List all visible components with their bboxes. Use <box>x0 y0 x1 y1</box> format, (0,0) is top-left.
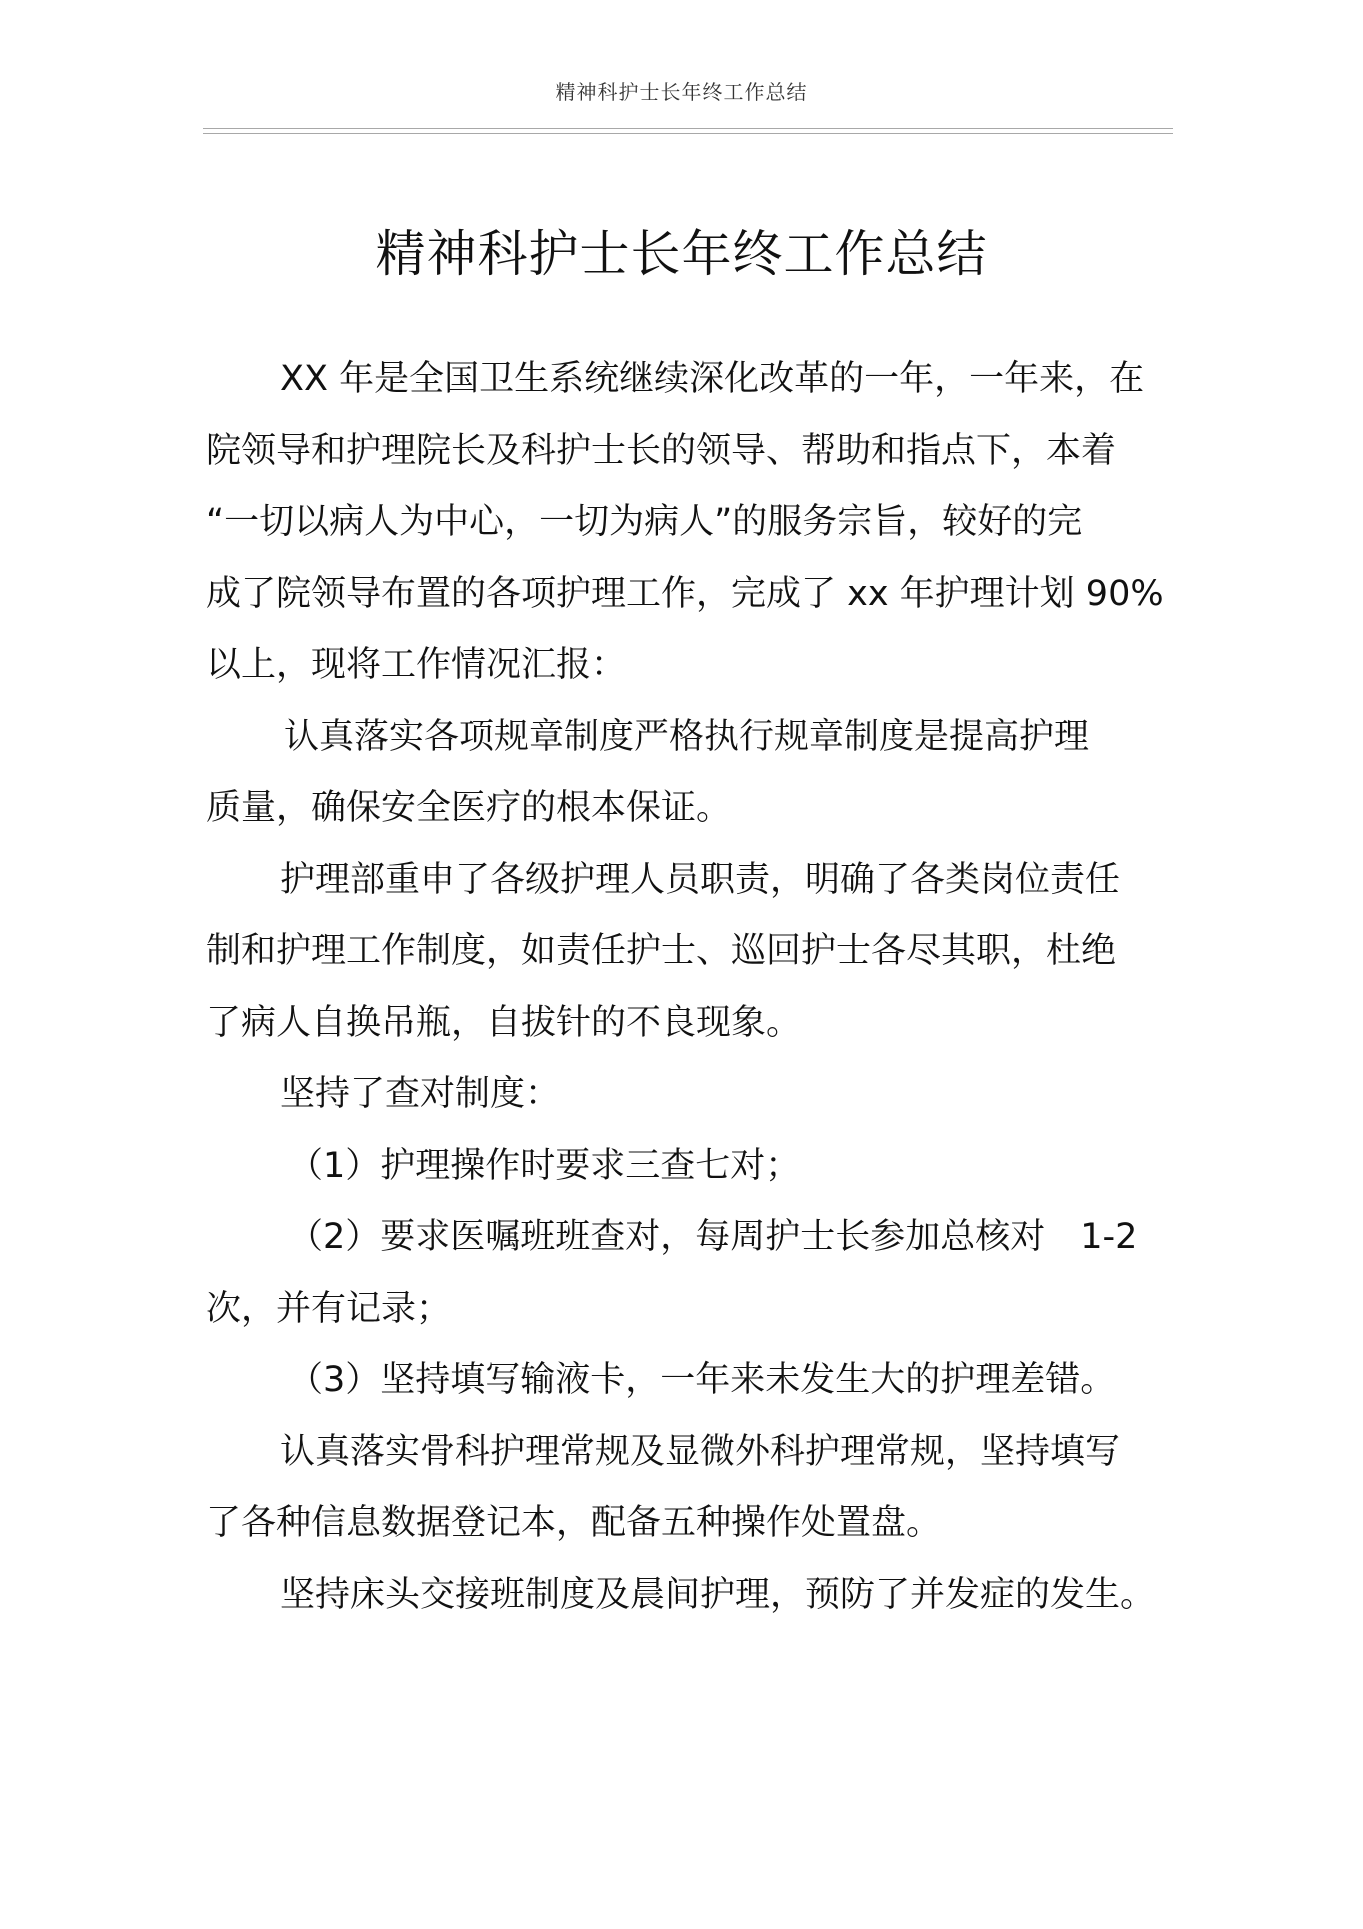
paragraph-line: 制和护理工作制度，如责任护士、巡回护士各尽其职，杜绝 <box>206 931 1117 971</box>
paragraph-intro <box>206 344 1196 702</box>
paragraph-line: 认真落实骨科护理常规及显微外科护理常规，坚持填写 <box>280 1431 1121 1472</box>
list-item-1 <box>206 1131 1196 1203</box>
paragraph-checking <box>206 1059 1196 1131</box>
paragraph-line: 质量，确保安全医疗的根本保证。 <box>206 788 732 828</box>
paragraph-line: 坚持床头交接班制度及晨间护理，预防了并发症的发生。 <box>280 1574 1156 1615</box>
paragraph-shift-handover <box>206 1560 1196 1632</box>
paragraph-orthopedics <box>206 1417 1196 1560</box>
header-divider <box>203 128 1173 134</box>
paragraph-line: 了病人自换吊瓶，自拔针的不良现象。 <box>206 1002 802 1043</box>
paragraph-line: XX 年是全国卫生系统继续深化改革的一年，一年来，在 <box>280 359 1145 399</box>
paragraph-line: 院领导和护理院长及科护士长的领导、帮助和指点下，本着 <box>206 430 1117 471</box>
list-item-3 <box>206 1345 1196 1417</box>
paragraph-regulations <box>206 702 1196 845</box>
paragraph-line: “一切以病人为中心，一切为病人”的服务宗旨，较好的完 <box>206 502 1083 542</box>
paragraph-line: 坚持了查对制度： <box>280 1074 561 1114</box>
paragraph-line: 以上，现将工作情况汇报： <box>206 645 627 685</box>
paragraph-line: 护理部重申了各级护理人员职责，明确了各类岗位责任 <box>280 859 1121 900</box>
paragraph-line: 成了院领导布置的各项护理工作，完成了 xx 年护理计划 90% <box>206 573 1164 614</box>
paragraph-line: 次，并有记录； <box>206 1288 452 1329</box>
paragraph-line: （1）护理操作时要求三查七对； <box>288 1145 801 1186</box>
document-body <box>206 344 1196 1631</box>
list-item-2 <box>206 1202 1196 1345</box>
paragraph-duties <box>206 845 1196 1060</box>
running-header: 精神科护士长年终工作总结 <box>555 80 808 104</box>
paragraph-line: 了各种信息数据登记本，配备五种操作处置盘。 <box>206 1503 942 1543</box>
paragraph-line: （2）要求医嘱班班查对，每周护士长参加总核对 1-2 <box>288 1217 1138 1257</box>
paragraph-line: 认真落实各项规章制度严格执行规章制度是提高护理 <box>284 716 1090 757</box>
paragraph-line: （3）坚持填写输液卡，一年来未发生大的护理差错。 <box>288 1360 1116 1400</box>
document-title: 精神科护士长年终工作总结 <box>375 225 988 283</box>
